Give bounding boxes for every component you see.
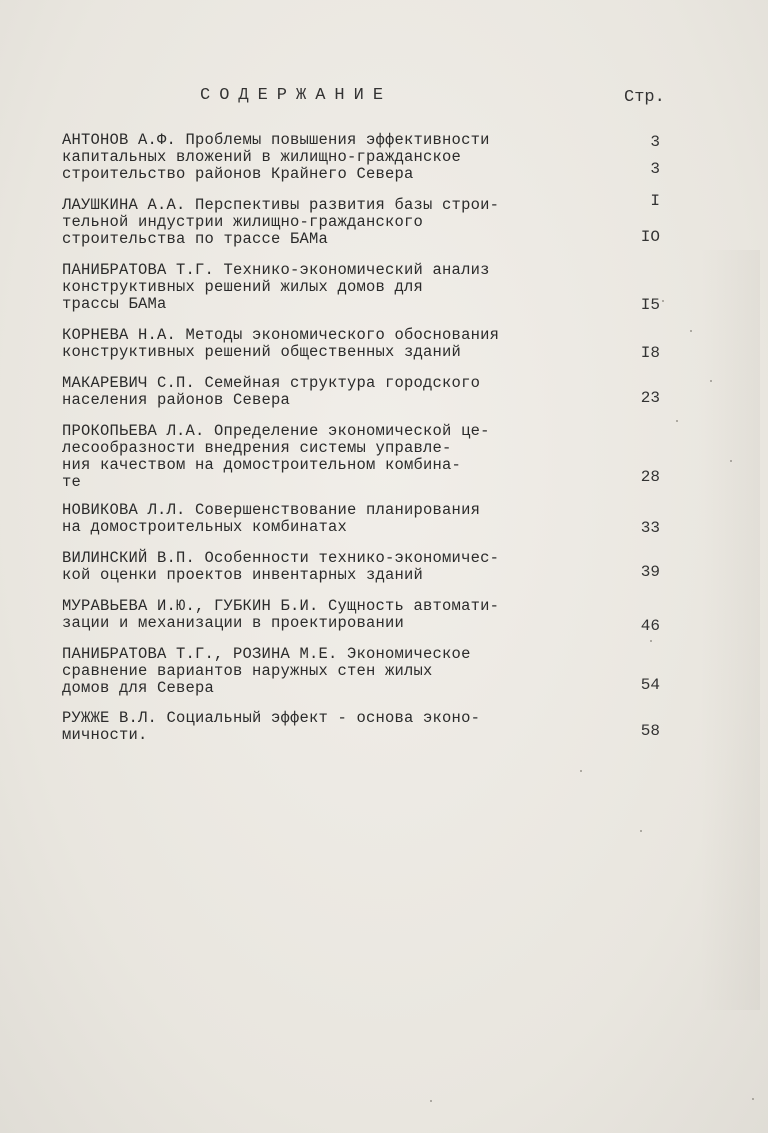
page-number: 54 [640, 676, 660, 694]
page-number: I8 [640, 344, 660, 362]
paper-speck [710, 380, 712, 382]
paper-speck [580, 770, 582, 772]
paper-speck [650, 640, 652, 642]
paper-speck [662, 300, 664, 302]
entry-line: конструктивных решений жилых домов для [62, 278, 424, 296]
entry-line: ВИЛИНСКИЙ В.П. Особенности технико-экономичес- [62, 549, 500, 567]
toc-entry-korneva [62, 327, 532, 361]
entry-line: КОРНЕВА Н.А. Методы экономического обоснования [62, 326, 500, 344]
entry-line: ПАНИБРАТОВА Т.Г. Технико-экономический анализ [62, 261, 490, 279]
entry-line: капитальных вложений в жилищно-гражданское [62, 148, 462, 166]
page-number: 39 [640, 563, 660, 581]
page-column-header: Стр. [624, 88, 665, 107]
entry-line: зации и механизации в проектировании [62, 614, 405, 632]
paper-speck [730, 460, 732, 462]
toc-entry-novikova [62, 502, 532, 536]
paper-speck [430, 1100, 432, 1102]
entry-line: ПРОКОПЬЕВА Л.А. Определение экономической це- [62, 422, 490, 440]
toc-entry-ruzhzhe [62, 710, 532, 744]
entry-line: АНТОНОВ А.Ф. Проблемы повышения эффективности [62, 131, 490, 149]
entry-line: ния качеством на домостроительном комбина- [62, 456, 462, 474]
entry-line: те [62, 473, 82, 491]
page-number: I [650, 192, 660, 210]
entry-line: конструктивных решений общественных зданий [62, 343, 462, 361]
entry-line: тельной индустрии жилищно-гражданского [62, 213, 424, 231]
entry-line: населения районов Севера [62, 391, 291, 409]
entry-line: кой оценки проектов инвентарных зданий [62, 566, 424, 584]
page-number: 28 [640, 468, 660, 486]
paper-speck [690, 330, 692, 332]
toc-entry-prokopyeva [62, 423, 532, 491]
page-number: 23 [640, 389, 660, 407]
toc-entry-antonov [62, 132, 532, 183]
toc-entry-muravyeva [62, 598, 532, 632]
page-number: 33 [640, 519, 660, 537]
toc-entry-laushkina [62, 197, 532, 248]
toc-entry-panibratova-rozina [62, 646, 532, 697]
page-number: I5 [640, 296, 660, 314]
entry-line: ПАНИБРАТОВА Т.Г., РОЗИНА М.Е. Экономическое [62, 645, 471, 663]
paper-speck [676, 420, 678, 422]
entry-line: трассы БАМа [62, 295, 167, 313]
page-number: 3 [650, 160, 660, 178]
contents-title: СОДЕРЖАНИЕ [200, 86, 393, 105]
entry-line: НОВИКОВА Л.Л. Совершенствование планирования [62, 501, 481, 519]
page-number: 58 [640, 722, 660, 740]
toc-entry-makarevich [62, 375, 532, 409]
entry-line: строительство районов Крайнего Севера [62, 165, 414, 183]
paper-speck [752, 1098, 754, 1100]
paper-speck [640, 830, 642, 832]
page-number: 3 [650, 133, 660, 151]
entry-line: на домостроительных комбинатах [62, 518, 348, 536]
bleed-through-shadow [700, 250, 760, 1010]
entry-line: РУЖЖЕ В.Л. Социальный эффект - основа эконо- [62, 709, 481, 727]
entry-line: лесообразности внедрения системы управле- [62, 439, 452, 457]
entry-line: МАКАРЕВИЧ С.П. Семейная структура городского [62, 374, 481, 392]
page-number: IO [640, 228, 660, 246]
entry-line: домов для Севера [62, 679, 215, 697]
page-number: 46 [640, 617, 660, 635]
entry-line: МУРАВЬЕВА И.Ю., ГУБКИН Б.И. Сущность автомати- [62, 597, 500, 615]
entry-line: сравнение вариантов наружных стен жилых [62, 662, 433, 680]
entry-line: строительства по трассе БАМа [62, 230, 329, 248]
toc-entry-vilinsky [62, 550, 532, 584]
entry-line: ЛАУШКИНА А.А. Перспективы развития базы строи- [62, 196, 500, 214]
toc-entry-panibratova [62, 262, 532, 313]
entry-line: мичности. [62, 726, 148, 744]
